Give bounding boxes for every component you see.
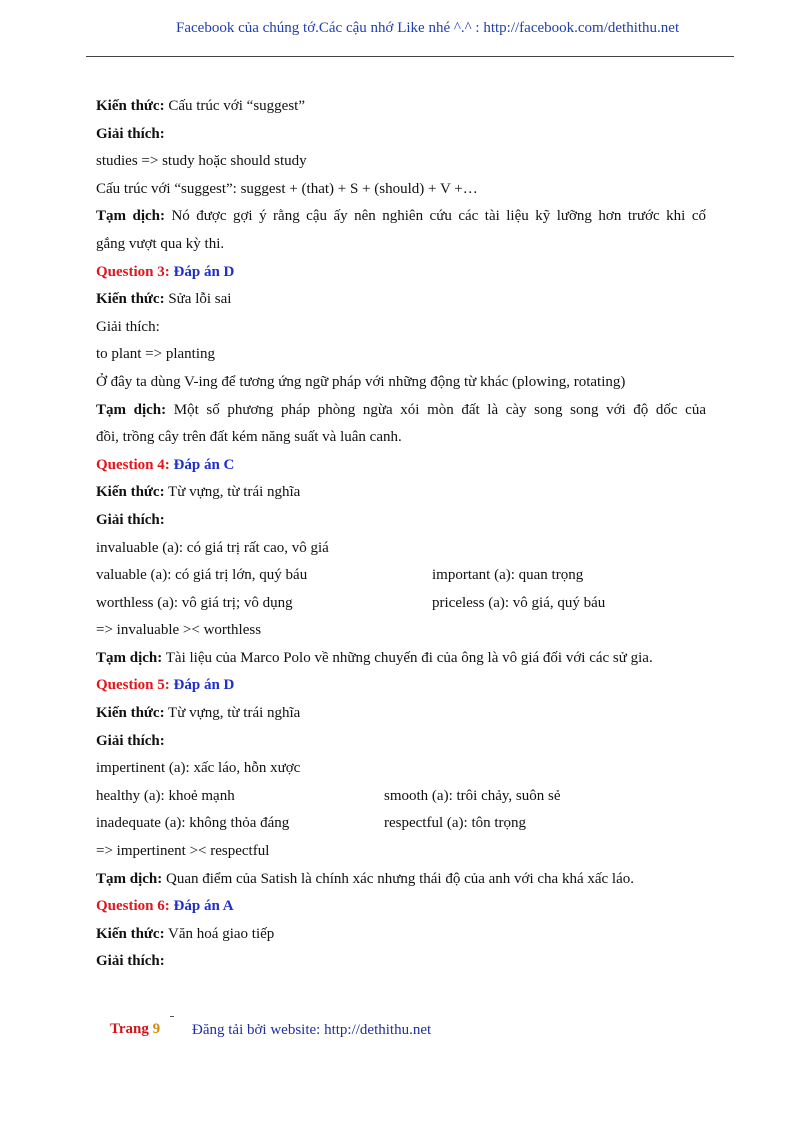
- vocab-right: priceless (a): vô giá, quý báu: [432, 594, 606, 611]
- line-text: Nó được gợi ý rằng cậu ấy nên nghiên cứu các tài liệu kỹ lưỡng hơn trước khi cố: [165, 208, 706, 225]
- page-number-value: 9: [152, 1021, 161, 1037]
- text-line: [96, 286, 706, 314]
- text-line: [96, 314, 706, 342]
- vocab-right: smooth (a): trôi chảy, suôn sẻ: [384, 787, 561, 804]
- answer-explanations: [96, 93, 706, 976]
- text-line: [96, 176, 706, 204]
- answer-key: Đáp án C: [169, 456, 235, 473]
- vocab-left: valuable (a): có giá trị lớn, quý báu: [96, 567, 308, 584]
- kien-thuc-label: Kiến thức:: [96, 291, 165, 308]
- line-text: Văn hoá giao tiếp: [164, 925, 275, 942]
- vocab-row: [96, 810, 706, 838]
- vocab-left: inadequate (a): không thỏa đáng: [96, 815, 290, 832]
- line-text: studies => study hoặc should study: [96, 153, 307, 170]
- text-line: [96, 535, 706, 563]
- kien-thuc-label: Kiến thức:: [96, 484, 165, 501]
- line-text: đồi, trồng cây trên đất kém năng suất và luân canh.: [96, 429, 402, 446]
- line-text: Sửa lỗi sai: [164, 291, 232, 308]
- question-heading: [96, 452, 706, 480]
- line-text: Cấu trúc với “suggest”: [164, 98, 305, 114]
- text-line: [96, 148, 706, 176]
- vocab-row: [96, 562, 706, 590]
- page-label: Trang: [110, 1021, 149, 1037]
- line-text: gắng vượt qua kỳ thi.: [96, 235, 225, 252]
- line-text: Một số phương pháp phòng ngừa xói mòn đất là cày song song với độ dốc của: [166, 401, 706, 418]
- footer-website-text: Đăng tải bởi website: http://dethithu.net: [192, 1022, 432, 1038]
- text-line: [96, 479, 706, 507]
- line-text: to plant => planting: [96, 346, 215, 363]
- line-text: Từ vựng, từ trái nghĩa: [164, 484, 301, 501]
- question-heading: [96, 893, 706, 921]
- vocab-left: worthless (a): vô giá trị; vô dụng: [96, 594, 293, 611]
- vocab-row: [96, 783, 706, 811]
- text-line: [96, 93, 706, 121]
- text-line: [96, 755, 706, 783]
- text-line: [96, 838, 706, 866]
- line-text: Quan điểm của Satish là chính xác nhưng thái độ của anh với cha khá xấc láo.: [162, 870, 635, 887]
- text-line: [96, 203, 706, 231]
- header-divider: [86, 56, 734, 57]
- line-text: Tài liệu của Marco Polo về những chuyến đi của ông là vô giá đối với các sử gia.: [162, 649, 653, 666]
- vocab-left: healthy (a): khoẻ mạnh: [96, 787, 235, 804]
- vocab-right: respectful (a): tôn trọng: [384, 815, 527, 832]
- tam-dich-label: Tạm dịch:: [96, 208, 165, 225]
- vocab-row: [96, 590, 706, 618]
- text-line: [96, 700, 706, 728]
- question-heading: [96, 259, 706, 287]
- text-line: [96, 121, 706, 149]
- header-facebook-text: Facebook của chúng tớ.Các cậu nhớ Like nhé ^.^ : http://facebook.com/dethithu.net: [176, 20, 680, 36]
- text-line: [96, 341, 706, 369]
- text-line: [96, 617, 706, 645]
- vocab-right: important (a): quan trọng: [432, 567, 584, 584]
- question-number: Question 3:: [96, 263, 170, 280]
- footer-tick: [170, 1016, 174, 1017]
- line-text: Giải thích:: [96, 318, 160, 335]
- answer-key: Đáp án A: [169, 898, 234, 915]
- giai-thich-label: Giải thích:: [96, 953, 165, 970]
- line-text: invaluable (a): có giá trị rất cao, vô giá: [96, 539, 329, 556]
- giai-thich-label: Giải thích:: [96, 732, 165, 749]
- tam-dich-label: Tạm dịch:: [96, 870, 163, 887]
- line-text: impertinent (a): xấc láo, hỗn xược: [96, 760, 301, 777]
- question-heading: [96, 672, 706, 700]
- line-text: Từ vựng, từ trái nghĩa: [164, 705, 301, 722]
- page-header: [0, 0, 794, 60]
- page-footer: [0, 1012, 794, 1052]
- tam-dich-label: Tạm dịch:: [96, 401, 167, 418]
- line-text: => impertinent >< respectful: [96, 843, 270, 860]
- line-text: Cấu trúc với “suggest”: suggest + (that) + S + (should) + V +…: [96, 180, 478, 197]
- line-text: => invaluable >< worthless: [96, 622, 262, 639]
- answer-key: Đáp án D: [169, 263, 235, 280]
- text-line: [96, 231, 706, 259]
- kien-thuc-label: Kiến thức:: [96, 925, 165, 942]
- question-number: Question 6:: [96, 898, 170, 915]
- text-line: [96, 728, 706, 756]
- text-line: [96, 369, 706, 397]
- question-number: Question 4:: [96, 456, 170, 473]
- text-line: [96, 397, 706, 425]
- tam-dich-label: Tạm dịch:: [96, 649, 163, 666]
- text-line: [96, 948, 706, 976]
- text-line: [96, 424, 706, 452]
- page-number: [110, 1021, 160, 1038]
- line-text: Ở đây ta dùng V-ing để tương ứng ngữ pháp với những động từ khác (plowing, rotating): [96, 373, 626, 390]
- text-line: [96, 921, 706, 949]
- text-line: [96, 645, 706, 673]
- kien-thuc-label: Kiến thức:: [96, 705, 165, 722]
- text-line: [96, 507, 706, 535]
- giai-thich-label: Giải thích:: [96, 125, 165, 142]
- giai-thich-label: Giải thích:: [96, 511, 165, 528]
- text-line: [96, 866, 706, 894]
- question-number: Question 5:: [96, 677, 170, 694]
- kien-thuc-label: Kiến thức:: [96, 98, 165, 114]
- answer-key: Đáp án D: [169, 677, 235, 694]
